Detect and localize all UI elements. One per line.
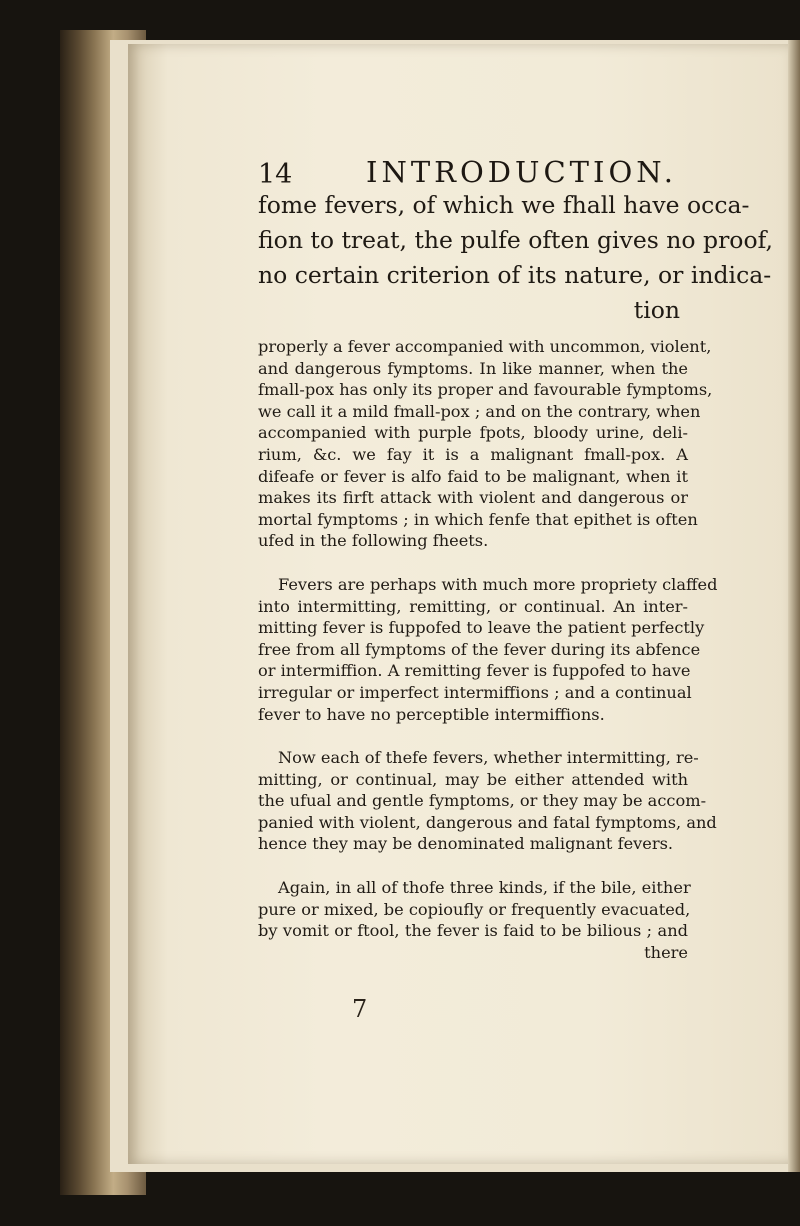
running-head: INTRODUCTION.: [366, 155, 677, 189]
text-line: Fevers are perhaps with much more propriety claffed: [278, 574, 718, 594]
catchword-large: tion: [633, 296, 680, 324]
text-line: fmall-pox has only its proper and favourable fymptoms,: [258, 380, 713, 400]
text-line: Now each of thefe fevers, whether intermitting, re-: [278, 748, 699, 768]
text-line: panied with violent, dangerous and fatal fymptoms, and: [258, 812, 717, 832]
text-line: by vomit or ftool, the fever is faid to be bilious ; and: [258, 921, 688, 941]
text-line: or intermiffion. A remitting fever is fuppofed to have: [258, 661, 691, 681]
catchword: there: [644, 942, 688, 962]
text-line: into intermitting, remitting, or continual. An inter-: [258, 596, 688, 616]
text-line: fion to treat, the pulfe often gives no proof,: [258, 226, 773, 254]
text-line: fome fevers, of which we fhall have occa-: [258, 191, 750, 219]
text-line: Again, in all of thofe three kinds, if the bile, either: [278, 878, 691, 898]
paragraph-4: [258, 877, 691, 942]
paragraph-3: [258, 747, 717, 855]
paragraph-1: [258, 336, 713, 552]
text-line: no certain criterion of its nature, or indica-: [258, 261, 772, 289]
text-line: makes its firft attack with violent and dangerous or: [258, 488, 688, 508]
text-line: difeafe or fever is alfo faid to be malignant, when it: [258, 466, 688, 486]
text-line: mortal fymptoms ; in which fenfe that epithet is often: [258, 509, 698, 529]
text-line: accompanied with purple fpots, bloody urine, deli-: [258, 423, 688, 443]
signature-mark: 7: [352, 995, 368, 1023]
page-number: 14: [258, 159, 293, 190]
text-line: ufed in the following fheets.: [258, 531, 489, 551]
text-line: fever to have no perceptible intermiffions.: [258, 704, 605, 724]
text-line: pure or mixed, be copioufly or frequently evacuated,: [258, 899, 691, 919]
text-line: hence they may be denominated malignant fevers.: [258, 834, 674, 854]
text-line: mitting fever is fuppofed to leave the patient perfectly: [258, 618, 705, 638]
paragraph-2: [258, 574, 718, 725]
large-type-passage: [258, 188, 773, 328]
text-line: and dangerous fymptoms. In like manner, when the: [258, 358, 688, 378]
text-line: rium, &c. we fay it is a malignant fmall-pox. A: [258, 444, 688, 464]
text-line: the ufual and gentle fymptoms, or they may be accom-: [258, 791, 707, 811]
text-line: mitting, or continual, may be either attended with: [258, 769, 688, 789]
text-line: properly a fever accompanied with uncommon, violent,: [258, 337, 712, 356]
text-line: we call it a mild fmall-pox ; and on the contrary, when: [258, 401, 701, 421]
text-line: irregular or imperfect intermiffions ; and a continual: [258, 682, 692, 702]
right-page-edge: [788, 40, 800, 1172]
body-text: [258, 336, 718, 963]
text-line: free from all fymptoms of the fever during its abfence: [258, 639, 701, 659]
